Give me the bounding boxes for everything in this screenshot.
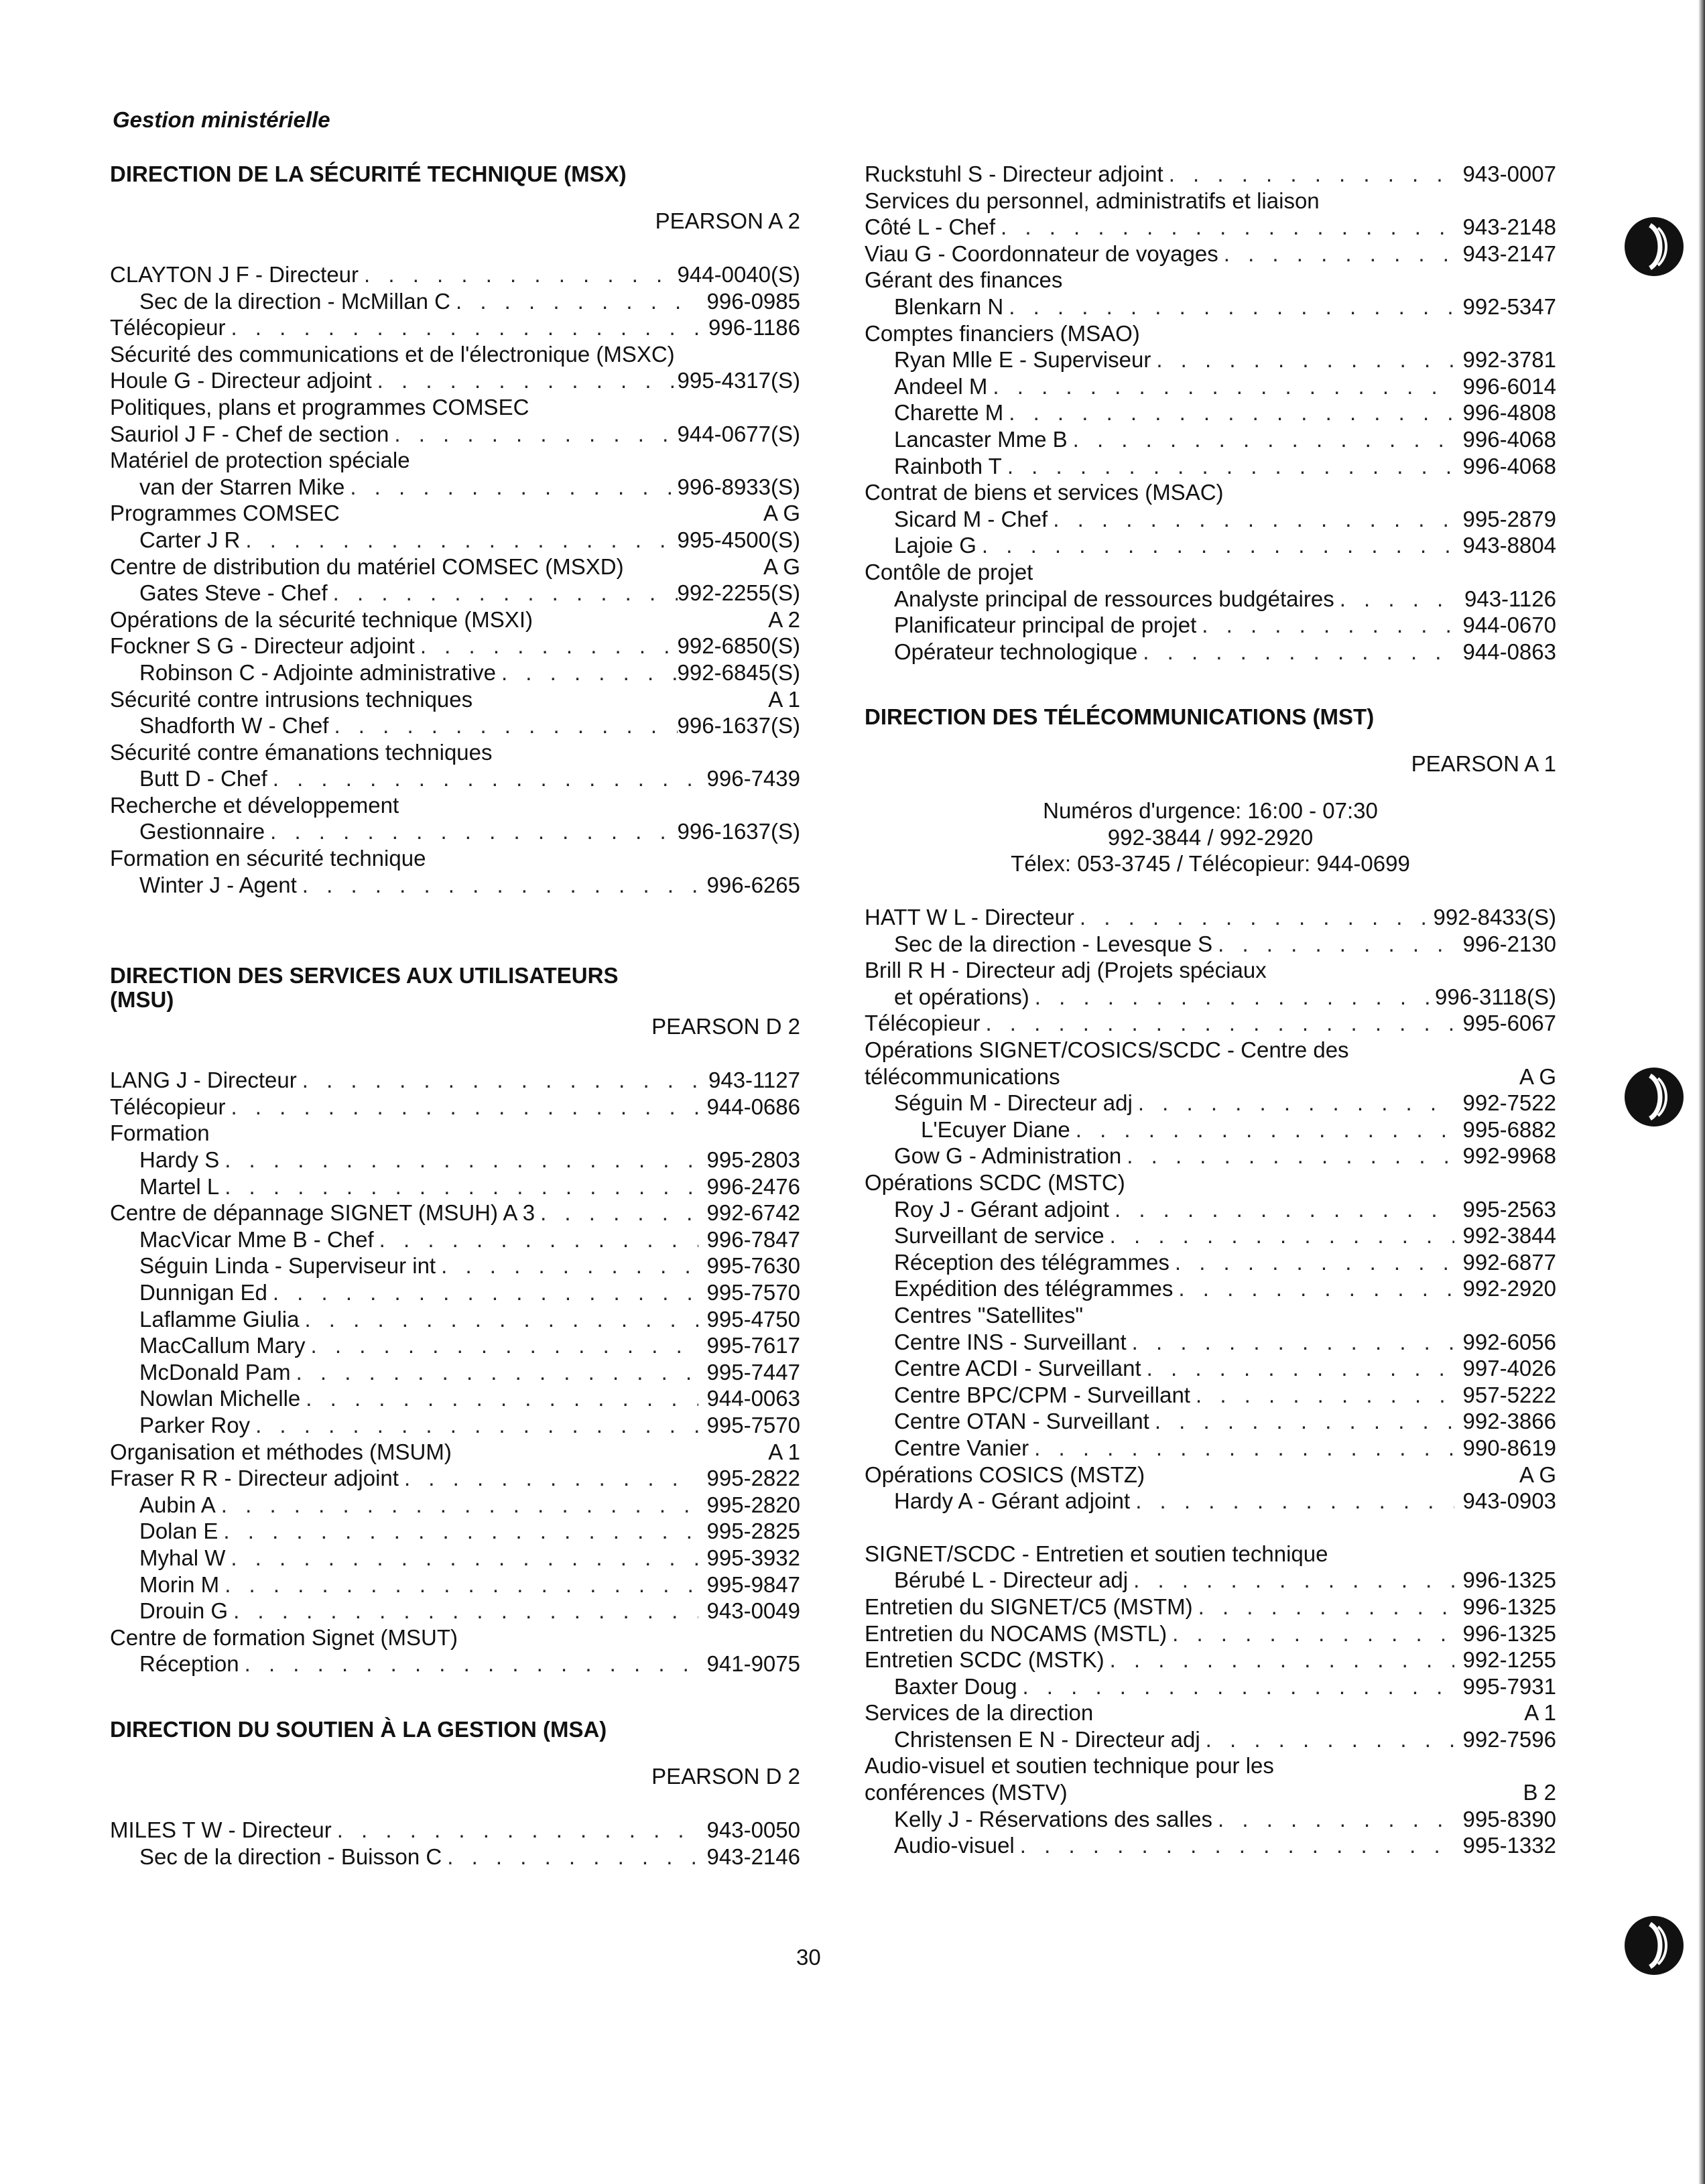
entry-line: Winter J - Agent . . . 996-6265 — [110, 872, 800, 899]
entry-line: Aubin A . . . 995-2820 — [110, 1492, 800, 1519]
entry-heading: Brill R H - Directeur adj (Projets spéciaux — [865, 958, 1267, 983]
entry-heading: Services du personnel, administratifs et liaison — [865, 188, 1320, 213]
section-title-msx: DIRECTION DE LA SÉCURITÉ TECHNIQUE (MSX) — [110, 162, 627, 186]
entry-line: Ryan Mlle E - Superviseur . . . 992-3781 — [865, 346, 1556, 373]
page-number: 30 — [796, 1945, 821, 1970]
entry-line: Myhal W . . . 995-3932 — [110, 1545, 800, 1571]
entry-line: Dunnigan Ed . . . 995-7570 — [110, 1279, 800, 1306]
binder-ring-icon — [1621, 1912, 1688, 1979]
emergency-numbers: 992-3844 / 992-2920 — [1107, 824, 1314, 850]
entry-line: Baxter Doug . . . 995-7931 — [865, 1673, 1556, 1700]
entry-heading: Sécurité contre intrusions techniques A 1 — [110, 686, 800, 712]
entry-heading: Centre de formation Signet (MSUT) — [110, 1624, 458, 1650]
right-column — [865, 161, 1556, 1859]
entry-line: Centre Vanier . . . 990-8619 — [865, 1435, 1556, 1462]
entry-heading: Opérations de la sécurité technique (MSXI) A 2 — [110, 606, 800, 632]
entry-line: Drouin G . . . 943-0049 — [110, 1598, 800, 1624]
entry-line: Gates Steve - Chef . . . 992-2255(S) — [110, 580, 800, 606]
entry-line: MILES T W - Directeur . . . 943-0050 — [110, 1817, 800, 1844]
entry-line: Fockner S G - Directeur adjoint . . . 992-6850(S) — [110, 633, 800, 659]
page-edge-shadow — [1698, 0, 1705, 2184]
entry-line: Charette M . . . 996-4808 — [865, 399, 1556, 426]
section-location-msx: PEARSON A 2 — [655, 208, 800, 233]
entry-line: Sauriol J F - Chef de section . . . 944-0677(S) — [110, 421, 800, 448]
entry-line: Carter J R . . . 995-4500(S) — [110, 527, 800, 554]
entry-line: Planificateur principal de projet . . . 944-0670 — [865, 612, 1556, 639]
entry-line: et opérations) . . . 996-3118(S) — [865, 984, 1556, 1011]
entry-heading: Matériel de protection spéciale — [110, 448, 410, 473]
entry-line: Shadforth W - Chef . . . 996-1637(S) — [110, 712, 800, 739]
entry-line: van der Starren Mike . . . 996-8933(S) — [110, 474, 800, 501]
entry-heading: Recherche et développement — [110, 792, 399, 818]
entry-line: Houle G - Directeur adjoint . . . 995-4317(S) — [110, 367, 800, 394]
binder-ring-icon — [1621, 213, 1688, 280]
entry-heading: Centres "Satellites" — [894, 1302, 1084, 1328]
entry-line: Laflamme Giulia . . . 995-4750 — [110, 1306, 800, 1333]
entry-line: Martel L . . . 996-2476 — [110, 1173, 800, 1200]
entry-line: Hardy A - Gérant adjoint . . . 943-0903 — [865, 1488, 1556, 1515]
entry-line: Christensen E N - Directeur adj . . . 992-7596 — [865, 1726, 1556, 1753]
entry-line: Centre BPC/CPM - Surveillant . . . 957-5222 — [865, 1382, 1556, 1409]
emergency-hours: Numéros d'urgence: 16:00 - 07:30 — [1043, 798, 1378, 824]
entry-line: Nowlan Michelle . . . 944-0063 — [110, 1385, 800, 1412]
entry-heading: Opérations COSICS (MSTZ) A G — [865, 1462, 1556, 1487]
entry-line: Opérateur technologique . . . 944-0863 — [865, 639, 1556, 665]
entry-line: Viau G - Coordonnateur de voyages . . . 943-2147 — [865, 241, 1556, 267]
entry-line: Centre INS - Surveillant . . . 992-6056 — [865, 1329, 1556, 1356]
section-title-msa: DIRECTION DU SOUTIEN À LA GESTION (MSA) — [110, 1716, 607, 1742]
entry-heading: Politiques, plans et programmes COMSEC — [110, 394, 529, 420]
entry-line: Sec de la direction - Buisson C . . . 943-2146 — [110, 1844, 800, 1870]
entry-heading: Opérations SIGNET/COSICS/SCDC - Centre des — [865, 1037, 1349, 1063]
entry-line: Entretien du NOCAMS (MSTL) . . . 996-1325 — [865, 1620, 1556, 1647]
entry-line: Centre ACDI - Surveillant . . . 997-4026 — [865, 1355, 1556, 1382]
entry-heading: Opérations SCDC (MSTC) — [865, 1170, 1125, 1195]
entry-heading: SIGNET/SCDC - Entretien et soutien technique — [865, 1541, 1328, 1566]
section-location-mst: PEARSON A 1 — [1411, 751, 1556, 777]
entry-line: L'Ecuyer Diane . . . 995-6882 — [865, 1116, 1556, 1143]
entry-line: Surveillant de service . . . 992-3844 — [865, 1222, 1556, 1249]
section-title-msu-line2: (MSU) — [110, 987, 174, 1013]
entry-line: Entretien du SIGNET/C5 (MSTM) . . . 996-1325 — [865, 1594, 1556, 1620]
entry-heading: Audio-visuel et soutien technique pour les — [865, 1753, 1274, 1779]
entry-line: Gestionnaire . . . 996-1637(S) — [110, 818, 800, 845]
entry-line: Sec de la direction - McMillan C . . . 996-0985 — [110, 288, 800, 315]
section-title-mst: DIRECTION DES TÉLÉCOMMUNICATIONS (MST) — [865, 704, 1375, 730]
entry-line: Butt D - Chef . . . 996-7439 — [110, 765, 800, 792]
entry-line: Centre de dépannage SIGNET (MSUH) A 3 . . . 992-6742 — [110, 1200, 800, 1226]
entry-line: Morin M . . . 995-9847 — [110, 1571, 800, 1598]
entry-line: Analyste principal de ressources budgétaires . . . 943-1126 — [865, 586, 1556, 613]
entry-line: Rainboth T . . . 996-4068 — [865, 453, 1556, 480]
section-location-msu: PEARSON D 2 — [651, 1014, 800, 1039]
entry-line: CLAYTON J F - Directeur . . . 944-0040(S) — [110, 261, 800, 288]
entry-line: MacCallum Mary . . . 995-7617 — [110, 1332, 800, 1359]
entry-heading: Gérant des finances — [865, 267, 1063, 293]
entry-heading: Contrat de biens et services (MSAC) — [865, 480, 1224, 505]
entry-line: Kelly J - Réservations des salles . . . 995-8390 — [865, 1806, 1556, 1833]
entry-line: Hardy S . . . 995-2803 — [110, 1147, 800, 1173]
entry-line: Télécopieur . . . 996-1186 — [110, 314, 800, 341]
page-header-title: Gestion ministérielle — [113, 107, 330, 132]
entry-heading: Contôle de projet — [865, 559, 1033, 584]
entry-line: Gow G - Administration . . . 992-9968 — [865, 1143, 1556, 1169]
emergency-info — [865, 797, 1556, 877]
entry-line: MacVicar Mme B - Chef . . . 996-7847 — [110, 1226, 800, 1253]
entry-line: Bérubé L - Directeur adj . . . 996-1325 — [865, 1567, 1556, 1594]
entry-line: Centre OTAN - Surveillant . . . 992-3866 — [865, 1408, 1556, 1435]
section-title-msu-line1: DIRECTION DES SERVICES AUX UTILISATEURS — [110, 963, 619, 988]
entry-heading: Organisation et méthodes (MSUM) A 1 — [110, 1439, 800, 1464]
entry-line: Côté L - Chef . . . 943-2148 — [865, 214, 1556, 241]
entry-heading: Formation — [110, 1120, 210, 1146]
entry-line: Parker Roy . . . 995-7570 — [110, 1412, 800, 1439]
entry-line: Réception des télégrammes . . . 992-6877 — [865, 1249, 1556, 1276]
entry-line: Fraser R R - Directeur adjoint . . . 995-2822 — [110, 1465, 800, 1492]
entry-line: Andeel M . . . 996-6014 — [865, 373, 1556, 400]
entry-line: Dolan E . . . 995-2825 — [110, 1518, 800, 1545]
entry-line: McDonald Pam . . . 995-7447 — [110, 1359, 800, 1386]
entry-line: Ruckstuhl S - Directeur adjoint . . . 943-0007 — [865, 161, 1556, 188]
entry-line: Télécopieur . . . 944-0686 — [110, 1094, 800, 1120]
section-location-msa: PEARSON D 2 — [651, 1763, 800, 1789]
entry-line: LANG J - Directeur . . . 943-1127 — [110, 1067, 800, 1094]
telex-fax: Télex: 053-3745 / Télécopieur: 944-0699 — [1011, 851, 1410, 877]
entry-line: Séguin Linda - Superviseur int . . . 995-7630 — [110, 1252, 800, 1279]
left-column — [110, 161, 800, 1870]
binder-ring-icon — [1621, 1064, 1688, 1131]
entry-line: Lajoie G . . . 943-8804 — [865, 532, 1556, 559]
entry-line: Entretien SCDC (MSTK) . . . 992-1255 — [865, 1647, 1556, 1673]
entry-line: Sicard M - Chef . . . 995-2879 — [865, 506, 1556, 533]
entry-heading: Comptes financiers (MSAO) — [865, 320, 1140, 346]
entry-heading: Sécurité des communications et de l'électronique (MSXC) — [110, 341, 675, 367]
entry-line: Robinson C - Adjointe administrative . . . 992-6845(S) — [110, 659, 800, 686]
entry-heading: Services de la direction A 1 — [865, 1700, 1556, 1726]
entry-heading: conférences (MSTV) B 2 — [865, 1780, 1556, 1805]
entry-line: Roy J - Gérant adjoint . . . 995-2563 — [865, 1196, 1556, 1223]
entry-line: Expédition des télégrammes . . . 992-2920 — [865, 1275, 1556, 1302]
entry-line: Blenkarn N . . . 992-5347 — [865, 294, 1556, 320]
entry-line: Télécopieur . . . 995-6067 — [865, 1010, 1556, 1037]
entry-heading: Sécurité contre émanations techniques — [110, 739, 493, 765]
entry-line: Réception . . . 941-9075 — [110, 1651, 800, 1677]
entry-heading: Centre de distribution du matériel COMSEC (MSXD) A G — [110, 554, 800, 579]
entry-line: Audio-visuel . . . 995-1332 — [865, 1832, 1556, 1859]
entry-heading: télécommunications A G — [865, 1064, 1556, 1089]
entry-line: Sec de la direction - Levesque S . . . 996-2130 — [865, 931, 1556, 958]
entry-heading: Formation en sécurité technique — [110, 846, 426, 871]
entry-line: HATT W L - Directeur . . . 992-8433(S) — [865, 904, 1556, 931]
entry-heading: Programmes COMSEC A G — [110, 501, 800, 526]
entry-line: Séguin M - Directeur adj . . . 992-7522 — [865, 1090, 1556, 1116]
entry-line: Lancaster Mme B . . . 996-4068 — [865, 426, 1556, 453]
